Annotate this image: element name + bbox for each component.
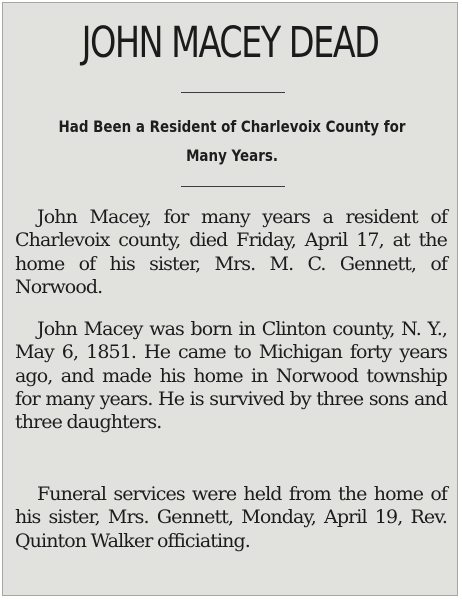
bottom-divider-rule [181, 186, 285, 187]
top-divider-rule [181, 92, 285, 93]
paragraph-biography: John Macey was born in Clinton county, N. Y., May 6, 1851. He came to Michigan forty years ago, and made his home in Norwood township for many years. He is survived by three sons and three daughters. [15, 318, 447, 434]
headline: JOHN MACEY DEAD [81, 18, 379, 68]
paragraph-funeral: Funeral services were held from the home of his sister, Mrs. Gennett, Monday, April 19, Rev. Quinton Walker officiating. [15, 483, 447, 552]
paragraph-death-notice: John Macey, for many years a resident of Charlevoix county, died Friday, April 17, at the home of his sister, Mrs. M. C. Gennett, of Norwood. [15, 206, 447, 298]
newspaper-clipping [2, 2, 458, 596]
subheadline: Had Been a Resident of Charlevoix County for Many Years. [58, 117, 406, 165]
